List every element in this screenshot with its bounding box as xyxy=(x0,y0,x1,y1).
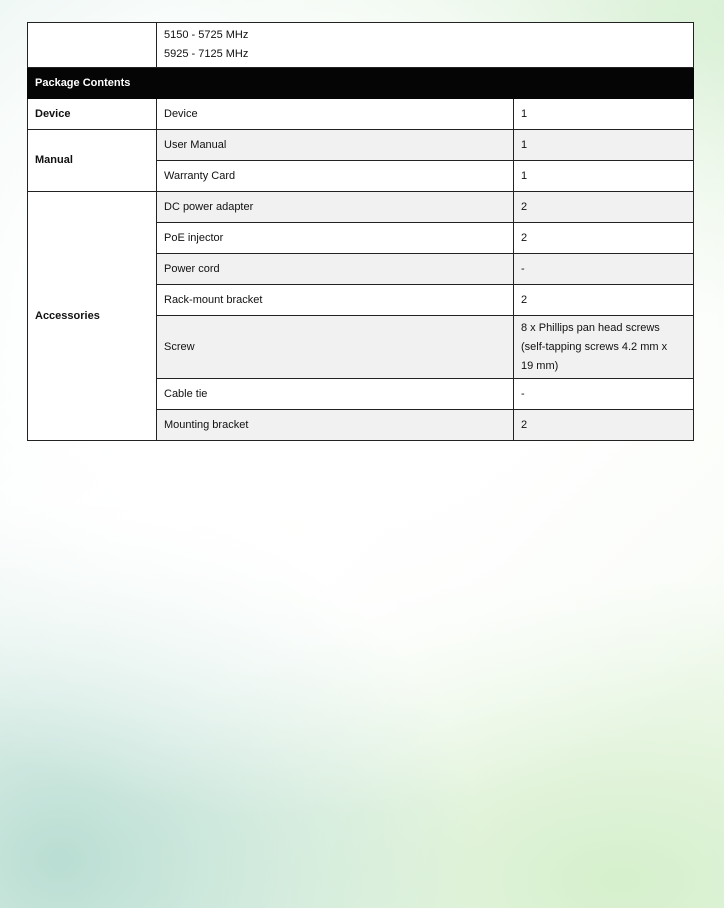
section-title: Package Contents xyxy=(28,68,694,99)
package-contents-table xyxy=(27,22,694,441)
item-name: User Manual xyxy=(157,130,514,161)
table-row xyxy=(28,99,694,130)
frequency-band-2: 5925 - 7125 MHz xyxy=(164,48,249,60)
item-qty: 1 xyxy=(514,161,694,192)
frequency-values-cell xyxy=(157,23,694,68)
item-qty: 1 xyxy=(514,130,694,161)
item-qty xyxy=(514,316,694,379)
frequency-band-1: 5150 - 5725 MHz xyxy=(164,29,249,41)
item-qty: 2 xyxy=(514,223,694,254)
item-qty: - xyxy=(514,379,694,410)
item-qty-line: 19 mm) xyxy=(521,359,559,372)
item-name: Power cord xyxy=(157,254,514,285)
item-name: Rack-mount bracket xyxy=(157,285,514,316)
item-qty-line: (self-tapping screws 4.2 mm x xyxy=(521,340,668,353)
item-qty: 2 xyxy=(514,410,694,441)
category-manual: Manual xyxy=(28,130,157,192)
table-row xyxy=(28,130,694,161)
item-qty: 1 xyxy=(514,99,694,130)
item-name: PoE injector xyxy=(157,223,514,254)
item-qty: - xyxy=(514,254,694,285)
item-name: Mounting bracket xyxy=(157,410,514,441)
item-name: Screw xyxy=(157,316,514,379)
category-accessories: Accessories xyxy=(28,192,157,441)
item-name: Warranty Card xyxy=(157,161,514,192)
item-qty: 2 xyxy=(514,285,694,316)
section-header-row xyxy=(28,68,694,99)
item-name: Device xyxy=(157,99,514,130)
frequency-row xyxy=(28,23,694,68)
item-qty-line: 8 x Phillips pan head screws xyxy=(521,321,660,334)
item-name: Cable tie xyxy=(157,379,514,410)
table-row xyxy=(28,192,694,223)
category-device: Device xyxy=(28,99,157,130)
item-name: DC power adapter xyxy=(157,192,514,223)
item-qty: 2 xyxy=(514,192,694,223)
frequency-category-cell xyxy=(28,23,157,68)
